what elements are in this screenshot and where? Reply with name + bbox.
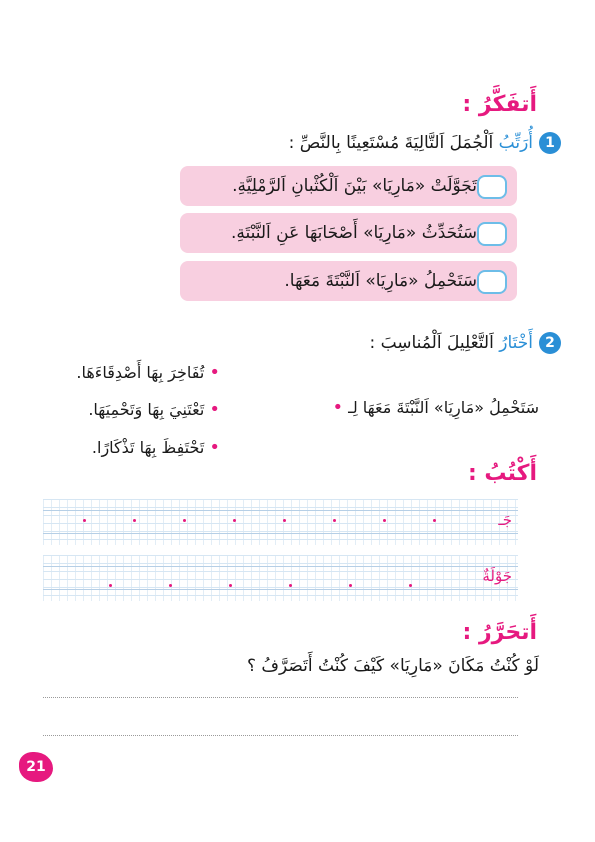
exercise-2-instruction — [369, 332, 561, 354]
order-option-3-text: سَتَحْمِلُ «مَارِيَا» اَلنَّبْتَةَ مَعَهَا. — [284, 271, 477, 291]
reason-choice-1[interactable] — [76, 362, 220, 383]
exercise-2-number: 2 — [539, 332, 561, 354]
page-number-badge: 21 — [19, 752, 53, 782]
handwriting-grid-2[interactable] — [43, 555, 518, 601]
bullet-icon: • — [209, 437, 220, 458]
reason-choice-2-text: تَعْتَنِيَ بِهَا وَتَحْمِيَهَا. — [88, 400, 205, 419]
handwriting-seed-2: جَوْلَةٌ — [482, 567, 512, 585]
exercise-1-instruction — [289, 132, 561, 154]
handwriting-seed-1: جَـ — [498, 511, 512, 529]
order-checkbox-3[interactable] — [477, 270, 507, 294]
section-title-write: أَكْتُبُ : — [467, 461, 537, 486]
bullet-icon: • — [332, 397, 344, 418]
exercise-1-text: اَلْجُمَلَ اَلتَّالِيَةَ مُسْتَعِينًا بِالنَّصِّ : — [288, 133, 499, 153]
free-question: لَوْ كُنْتُ مَكَانَ «مَارِيَا» كَيْفَ كُنْتُ أَتَصَرَّفُ ؟ — [246, 656, 539, 676]
answer-line-2[interactable] — [43, 735, 518, 736]
order-option-1-text: تَجَوَّلَتْ «مَارِيَا» بَيْنَ اَلْكُثْبانِ اَلرَّمْلِيَّةِ. — [232, 176, 477, 196]
handwriting-grid-1[interactable] — [43, 499, 518, 545]
exercise-1-verb: أُرَتِّبُ — [498, 133, 533, 153]
order-option-3 — [180, 261, 517, 301]
order-checkbox-1[interactable] — [477, 175, 507, 199]
order-option-2-text: سَتُحَدِّثُ «مَارِيَا» أَصْحَابَهَا عَنِ اَلنَّبْتَةِ. — [230, 223, 477, 243]
section-title-free: أَتحَرَّرُ : — [462, 620, 537, 645]
exercise-2-verb: أَخْتَارُ — [499, 333, 533, 353]
reason-choice-2[interactable] — [88, 399, 220, 420]
bullet-icon: • — [209, 362, 220, 383]
order-checkbox-2[interactable] — [477, 222, 507, 246]
bullet-icon: • — [209, 399, 220, 420]
reason-choice-3[interactable] — [92, 437, 220, 458]
reason-choice-3-text: تَحْتَفِظَ بِهَا تَذْكَارًا. — [91, 438, 205, 457]
order-option-1 — [180, 166, 517, 206]
reason-choice-1-text: تُفَاخِرَ بِهَا أَصْدِقَاءَهَا. — [76, 363, 205, 382]
order-option-2 — [180, 213, 517, 253]
answer-line-1[interactable] — [43, 697, 518, 698]
exercise-2-sentence — [332, 397, 539, 418]
exercise-2-sentence-text: سَتَحْمِلُ «مَارِيَا» اَلنَّبْتَةَ مَعَهَا لِـ — [348, 398, 539, 417]
section-title-think: أَتفَكَّرُ : — [462, 92, 537, 117]
exercise-1-number: 1 — [539, 132, 561, 154]
exercise-2-text: اَلتَّعْلِيلَ اَلْمُناسِبَ : — [369, 333, 500, 353]
